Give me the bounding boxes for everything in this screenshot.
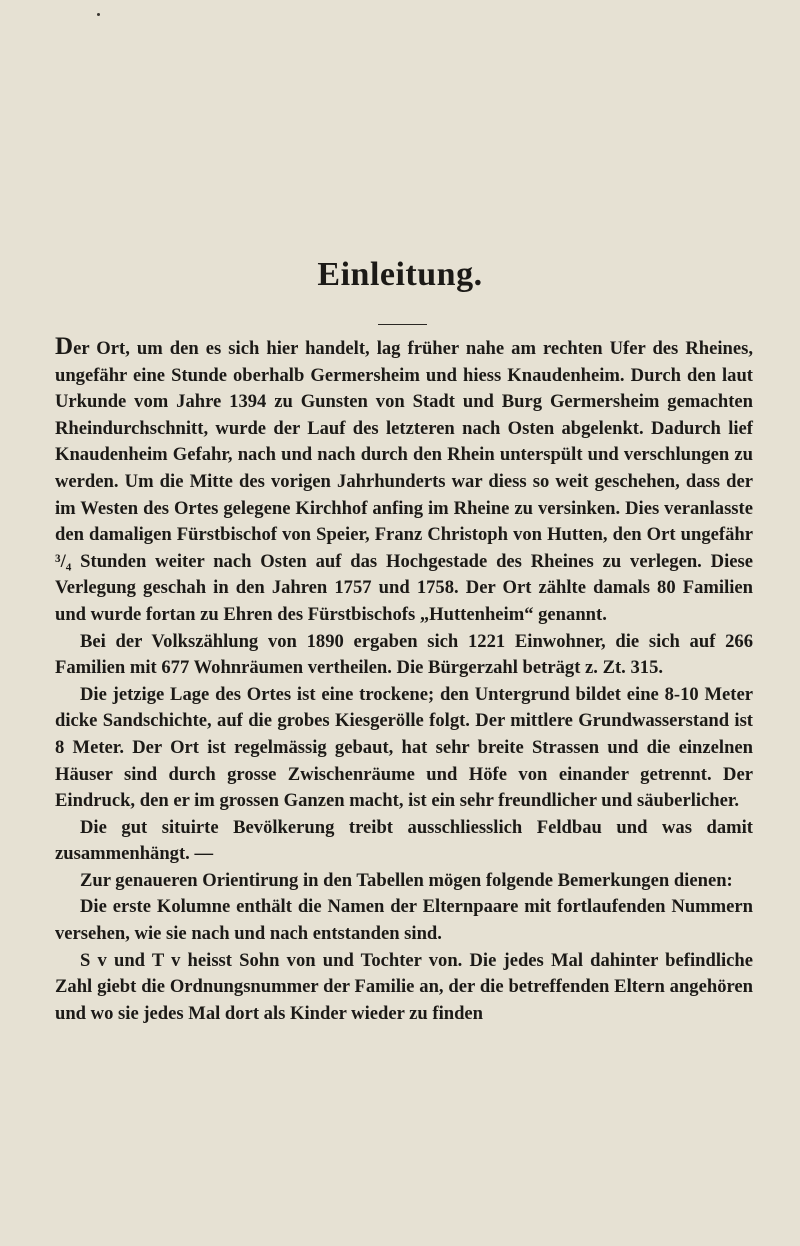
paragraph-1	[55, 333, 753, 629]
body-text	[55, 333, 753, 1027]
paragraph-7: S v und T v heisst Sohn von und Tochter von. Die jedes Mal dahinter befindliche Zahl giebt die Ordnungsnummer der Familie an, der die betreffenden Eltern angehören und wo sie jedes Mal dort als Kinder wieder zu finden	[55, 949, 753, 1024]
paragraph-1-text: er Ort, um den es sich hier handelt, lag früher nahe am rechten Ufer des Rheines, ungefähr eine Stunde oberhalb Germersheim und hiess Knaudenheim. Durch den laut Urkunde vom Jahre 1394 zu Gunsten von Stadt und Burg Germersheim gemachten Rheindurchschnitt, wurde der Lauf des letzteren nach Osten abgelenkt. Dadurch lief Knaudenheim Gefahr, nach und nach durch den Rhein unterspült und verschlungen zu werden. Um die Mitte des vorigen Jahrhunderts war diess so weit geschehen, dass der im Westen des Ortes gelegene Kirchhof anfing im Rheine zu versinken. Dies veranlasste den damaligen Fürstbischof von Speier, Franz Christoph von Hutten, den Ort ungefähr ³/₄ Stunden weiter nach Osten auf das Hochgestade des Rheines zu verlegen. Diese Verlegung geschah in den Jahren 1757 und 1758. Der Ort zählte damals 80 Familien und wurde fortan zu Ehren des Fürstbischofs „Huttenheim“ genannt.	[55, 338, 753, 625]
paragraph-6: Die erste Kolumne enthält die Namen der Elternpaare mit fortlaufenden Nummern versehen, wie sie nach und nach entstanden sind.	[55, 896, 753, 945]
heading-divider	[378, 324, 427, 325]
paragraph-4: Die gut situirte Bevölkerung treibt ausschliesslich Feldbau und was damit zusammenhängt. —	[55, 816, 753, 865]
paragraph-5: Zur genaueren Orientirung in den Tabellen mögen folgende Bemerkungen dienen:	[80, 869, 733, 891]
paragraph-2: Bei der Volkszählung von 1890 ergaben sich 1221 Einwohner, die sich auf 266 Familien mit 677 Wohnräumen vertheilen. Die Bürgerzahl beträgt z. Zt. 315.	[55, 630, 753, 679]
chapter-heading: Einleitung.	[317, 256, 483, 293]
print-speck	[97, 13, 100, 16]
initial-letter: D	[55, 333, 74, 360]
paragraph-3: Die jetzige Lage des Ortes ist eine trockene; den Untergrund bildet eine 8-10 Meter dicke Sandschichte, auf die grobes Kiesgerölle folgt. Der mittlere Grundwasserstand ist 8 Meter. Der Ort ist regelmässig gebaut, hat sehr breite Strassen und die einzelnen Häuser sind durch grosse Zwischenräume und Höfe von einander getrennt. Der Eindruck, den er im grossen Ganzen macht, ist ein sehr freundlicher und säuberlicher.	[55, 683, 753, 812]
